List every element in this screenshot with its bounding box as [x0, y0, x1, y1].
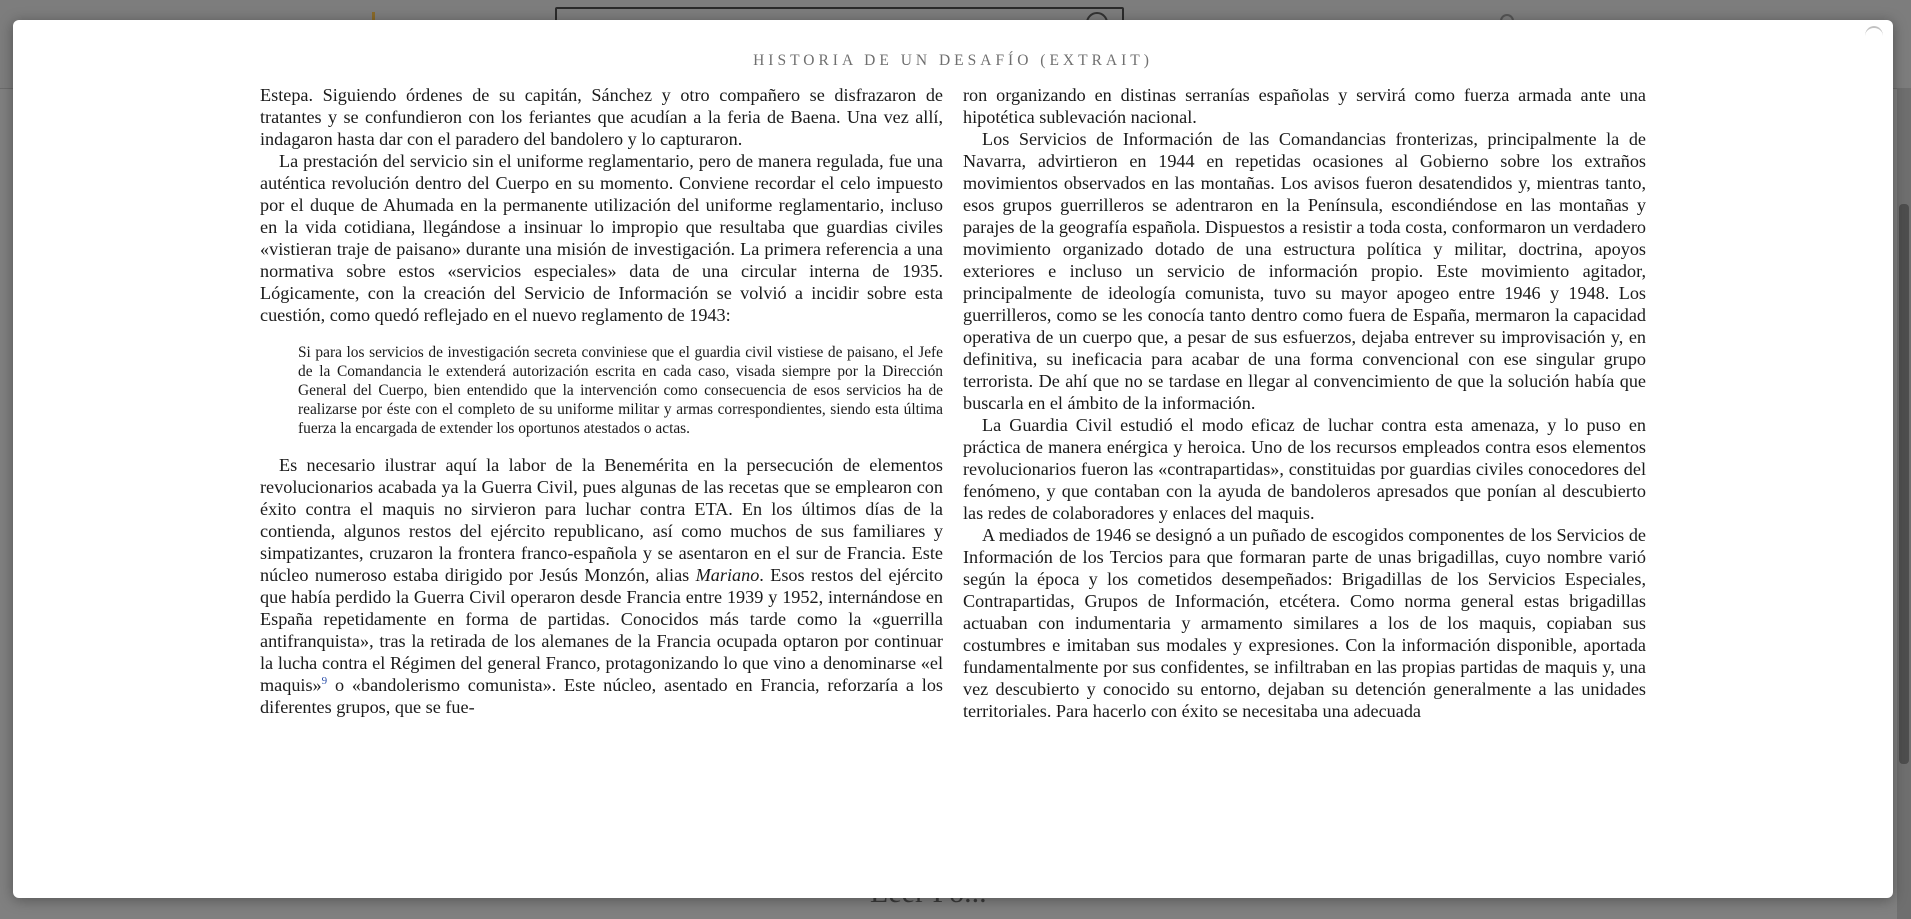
paragraph-text: . Esos restos del ejército que había perdido la Guerra Civil operaron desde Francia entre 1939 y 1952, internándose en España repetidamente en forma de partidas. Conocidos más tarde como la «guerrilla antifranquista», tras la retirada de los alemanes de la Francia ocupada optaron por continuar la lucha contra el Régimen del general Franco, protagonizando lo que vino a denominarse «el maquis»	[260, 565, 943, 695]
close-icon[interactable]	[1865, 26, 1883, 46]
footnote-link[interactable]: 9	[321, 674, 328, 687]
page-scrollbar[interactable]	[1897, 88, 1911, 919]
alias-italic: Mariano	[695, 565, 760, 585]
text-column-left	[260, 84, 943, 718]
scrollbar-thumb[interactable]	[1899, 204, 1909, 764]
modal-title: HISTORIA DE UN DESAFÍO (EXTRAIT)	[753, 52, 1153, 69]
paragraph	[260, 454, 943, 718]
paragraph: Estepa. Siguiendo órdenes de su capitán, Sánchez y otro compañero se disfrazaron de tratantes y se confundieron con los feriantes que acudían a la feria de Baena. Una vez allí, indagaron hasta dar con el paradero del bandolero y lo capturaron.	[260, 85, 943, 149]
paragraph: La prestación del servicio sin el uniforme reglamentario, pero de manera regulada, fue una auténtica revolución dentro del Cuerpo en su momento. Conviene recordar el celo impuesto por el duque de Ahumada en la permanente utilización del uniforme reglamentario, incluso en la vida cotidiana, llegándose a insinuar lo impropio que resultaba que guardias civiles «vistieran traje de paisano» durante una misión de investigación. La primera referencia a una normativa sobre estos «servicios especiales» data de una circular interna de 1935. Lógicamente, con la creación del Servicio de Información se volvió a incidir sobre esta cuestión, como quedó reflejado en el nuevo reglamento de 1943:	[260, 151, 943, 325]
excerpt-modal	[13, 20, 1893, 898]
paragraph: ron organizando en distinas serranías españolas y servirá como fuerza armada ante una hipotética sublevación nacional.	[963, 85, 1646, 127]
paragraph: Los Servicios de Información de las Comandancias fronterizas, principalmente la de Navarra, advirtieron en 1944 en repetidas ocasiones al Gobierno sobre los extraños movimientos observados en las montañas. Los avisos fueron desatendidos y, mientras tanto, esos grupos guerrilleros se adentraron en la Península, escondiéndose en las montañas y parajes de la geografía española. Dispuestos a resistir a toda costa, conformaron un verdadero movimiento organizado dotado de una estructura política y militar, doctrina, apoyos exteriores e incluso un servicio de información propio. Este movimiento agitador, principalmente de ideología comunista, tuvo su mayor apogeo entre 1946 y 1948. Los guerrilleros, como se les conocía tanto dentro como fuera de España, mermaron la capacidad operativa de un cuerpo que, a pesar de sus esfuerzos, dejaba entrever su improvisación y, en definitiva, su ineficacia para acabar de una forma convencional con ese singular grupo terrorista. De ahí que no se tardase en llegar al convencimiento de que la solución había que buscarla en el ámbito de la información.	[963, 129, 1646, 413]
paragraph-text: o «bandolerismo comunista». Este núcleo, asentado en Francia, reforzaría a los diferentes grupos, que se fue-	[260, 675, 943, 717]
text-column-right	[963, 84, 1646, 722]
paragraph-text: Es necesario ilustrar aquí la labor de la Benemérita en la persecución de elementos revolucionarios acabada ya la Guerra Civil, pues algunas de las recetas que se emplearon con éxito contra el maquis no sirvieron para luchar contra ETA. En los últimos días de la contienda, algunos restos del ejército republicano, así como muchos de sus familiares y simpatizantes, cruzaron la frontera franco-española y se asentaron en el sur de Francia. Este núcleo numeroso estaba dirigido por Jesús Monzón, alias	[260, 455, 943, 585]
block-quote: Si para los servicios de investigación secreta conviniese que el guardia civil vistiese de paisano, el Jefe de la Comandancia le extenderá autorización escrita en cada caso, visada siempre por la Dirección General del Cuerpo, bien entendido que la intervención como consecuencia de esos servicios ha de realizarse por éste con el completo de su uniforme militar y armas correspondientes, siendo esta última fuerza la encargada de extender los oportunos atestados o actas.	[298, 344, 943, 437]
paragraph: A mediados de 1946 se designó a un puñado de escogidos componentes de los Servicios de Información de los Tercios para que formaran parte de unas brigadillas, cuyo nombre varió según la época y los cometidos desempeñados: Brigadillas de los Servicios Especiales, Contrapartidas, Grupos de Información, etcétera. Como norma general estas brigadillas actuaban con indumentaria y armamento similares a los de los maquis, copiaban sus costumbres e imitaban sus modales y expresiones. Con la información disponible, aportada fundamentalmente por sus confidentes, se infiltraban en las propias partidas de maquis y, una vez descubierto y conocido su entorno, dejaban su detención generalmente a las unidades territoriales. Para hacerlo con éxito se necesitaba una adecuada	[963, 525, 1646, 721]
paragraph: La Guardia Civil estudió el modo eficaz de luchar contra esta amenaza, y lo puso en práctica de manera enérgica y heroica. Uno de los recursos empleados contra esos elementos revolucionarios fueron las «contrapartidas», constituidas por guardias civiles conocedores del fenómeno, y que contaban con la ayuda de bandoleros apresados que ponían al descubierto las redes de colaboradores y enlaces del maquis.	[963, 415, 1646, 523]
